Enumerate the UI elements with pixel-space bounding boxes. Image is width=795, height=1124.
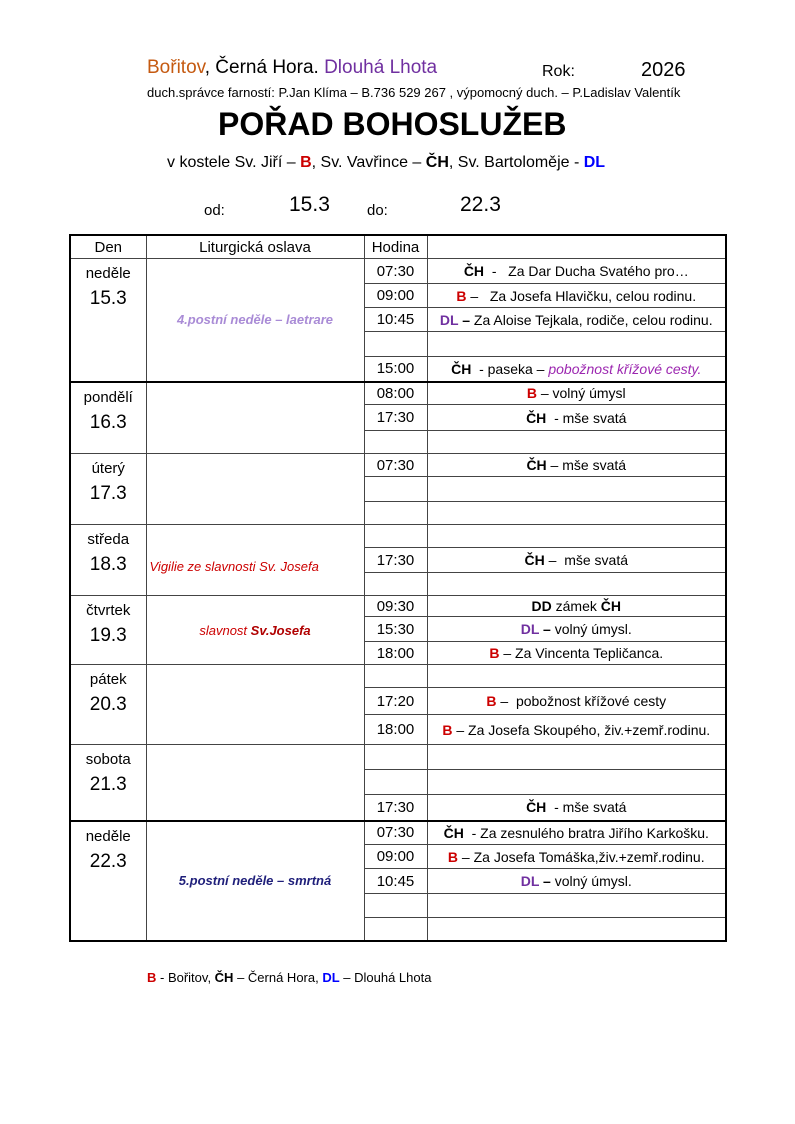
intention-text: zámek (551, 598, 601, 614)
day-date: 16.3 (89, 411, 127, 433)
time-cell: 17:30 (364, 548, 427, 573)
intention-text: volný úmysl. (550, 873, 632, 889)
legend (147, 970, 431, 985)
legend-text: – Dlouhá Lhota (339, 970, 432, 985)
day-cell (70, 454, 146, 525)
time-cell: 17:30 (364, 795, 427, 821)
to-label: do: (367, 202, 388, 219)
intention-text: – pobožnost křížové cesty (496, 693, 667, 709)
intention-text: – Za Josefa Tomáška,živ.+zemř.rodinu. (458, 848, 705, 865)
intention-text: - mše svatá (546, 409, 627, 426)
time-cell: 10:45 (364, 869, 427, 894)
church-code: ČH (526, 409, 547, 426)
liturgy-text: 5.postní neděle – smrtná (178, 873, 332, 888)
col-header-day: Den (70, 235, 146, 259)
day-date: 21.3 (89, 774, 127, 795)
time-cell: 07:30 (364, 259, 427, 284)
clergy-info: duch.správce farností: P.Jan Klíma – B.736 529 267 , výpomocný duch. – P.Ladislav Valentík (147, 85, 681, 100)
liturgy-cell (146, 821, 364, 941)
schedule-table (69, 234, 727, 942)
day-cell (70, 382, 146, 454)
time-cell (364, 894, 427, 918)
intention-cell (427, 259, 726, 284)
intention-cell (427, 525, 726, 548)
church-code: DD (531, 598, 552, 614)
from-date: 15.3 (289, 193, 330, 216)
intention-cell (427, 357, 726, 382)
day-date: 20.3 (89, 694, 127, 715)
table-header-row (70, 235, 726, 259)
intention-cell (427, 308, 726, 332)
place-cerna-hora: Černá Hora. (215, 57, 319, 78)
day-date: 17.3 (89, 483, 127, 504)
intention-cell (427, 502, 726, 525)
intention-cell (427, 617, 726, 642)
time-cell: 15:30 (364, 617, 427, 642)
day-cell (70, 665, 146, 745)
table-row (70, 525, 726, 548)
church-code: ČH (463, 263, 485, 279)
separator: , (204, 57, 216, 78)
intention-text: – mše svatá (544, 552, 628, 568)
legend-text: – Černá Hora, (233, 970, 323, 985)
time-cell: 17:20 (364, 688, 427, 715)
day-cell (70, 596, 146, 665)
intention-text: – volný úmysl (536, 385, 626, 402)
table-row (70, 665, 726, 688)
day-name: pondělí (83, 388, 133, 406)
liturgy-cell (146, 745, 364, 821)
church-code: ČH (451, 360, 472, 377)
intention-text: - Za zesnulého bratra Jiřího Karkošku. (463, 824, 709, 841)
time-cell (364, 332, 427, 357)
day-date: 19.3 (89, 625, 127, 646)
intention-text: - paseka – (471, 360, 549, 377)
church-code: DL (520, 873, 540, 889)
liturgy-text: Sv.Josefa (250, 622, 311, 638)
intention-cell (427, 332, 726, 357)
day-cell (70, 259, 146, 382)
day-cell (70, 745, 146, 821)
time-cell (364, 502, 427, 525)
time-cell (364, 477, 427, 502)
place-dlouha-lhota: Dlouhá Lhota (324, 57, 438, 78)
intention-cell (427, 770, 726, 795)
church-code: B (456, 287, 467, 304)
time-cell: 07:30 (364, 821, 427, 845)
day-name: pátek (89, 671, 127, 688)
liturgy-cell (146, 259, 364, 382)
intention-cell (427, 688, 726, 715)
church-code: B (442, 721, 453, 738)
to-date: 22.3 (460, 193, 501, 216)
intention-extra: pobožnost křížové cesty. (548, 360, 702, 377)
time-cell: 07:30 (364, 454, 427, 477)
time-cell (364, 918, 427, 941)
table-row (70, 259, 726, 284)
legend-code-dl: DL (322, 970, 340, 985)
table-row (70, 821, 726, 845)
time-cell (364, 745, 427, 770)
intention-cell (427, 642, 726, 665)
time-cell: 15:00 (364, 357, 427, 382)
day-date: 22.3 (89, 850, 127, 872)
day-name: neděle (85, 265, 131, 282)
church-code: B (526, 385, 537, 402)
intention-cell (427, 284, 726, 308)
time-cell: 09:00 (364, 284, 427, 308)
time-cell (364, 525, 427, 548)
intention-cell (427, 454, 726, 477)
intention-cell (427, 821, 726, 845)
day-name: středa (87, 531, 130, 548)
intention-cell (427, 596, 726, 617)
from-label: od: (204, 202, 225, 219)
intention-text: - Za Dar Ducha Svatého pro… (484, 263, 689, 279)
page-title: POŘAD BOHOSLUŽEB (218, 106, 567, 142)
liturgy-cell (146, 596, 364, 665)
intention-cell (427, 431, 726, 454)
separator: – (539, 621, 551, 637)
intention-cell (427, 548, 726, 573)
col-header-liturgy: Liturgická oslava (146, 235, 364, 259)
intention-cell (427, 665, 726, 688)
legend-code-b: B (147, 970, 157, 985)
church-code: ČH (443, 824, 464, 841)
year-value: 2026 (641, 59, 686, 81)
col-header-intention (427, 235, 726, 259)
code-ch: ČH (425, 154, 449, 171)
liturgy-text: Vigilie ze slavnosti Sv. Josefa (149, 558, 319, 574)
liturgy-text: slavnost (199, 622, 251, 638)
day-cell (70, 821, 146, 941)
table-row (70, 382, 726, 405)
day-name: sobota (85, 751, 131, 768)
time-cell: 18:00 (364, 642, 427, 665)
intention-cell (427, 573, 726, 596)
intention-text: – Za Vincenta Tepličanca. (499, 645, 664, 661)
churches-text: , Sv. Bartoloměje - (448, 154, 584, 171)
church-code: ČH (600, 598, 621, 614)
church-code: B (447, 848, 459, 865)
legend-text: - Bořitov, (156, 970, 215, 985)
year-label: Rok: (542, 63, 575, 80)
intention-text: – Za Josefa Skoupého, živ.+zemř.rodinu. (452, 721, 711, 738)
day-cell (70, 525, 146, 596)
time-cell: 09:30 (364, 596, 427, 617)
time-cell: 09:00 (364, 845, 427, 869)
intention-cell (427, 405, 726, 431)
day-name: neděle (85, 827, 131, 845)
church-code: B (489, 645, 500, 661)
church-code: ČH (526, 457, 547, 473)
liturgy-cell (146, 454, 364, 525)
separator: – (539, 873, 551, 889)
time-cell: 08:00 (364, 382, 427, 405)
separator: – (458, 311, 471, 328)
liturgy-cell (146, 665, 364, 745)
liturgy-cell (146, 525, 364, 596)
time-cell (364, 665, 427, 688)
intention-text: Za Aloise Tejkala, rodiče, celou rodinu. (470, 311, 713, 328)
parish-places (147, 57, 437, 79)
table-row (70, 454, 726, 477)
day-name: čtvrtek (86, 602, 131, 619)
place-boritov: Bořitov (147, 57, 205, 78)
church-code: DL (520, 621, 540, 637)
col-header-time: Hodina (364, 235, 427, 259)
code-b: B (300, 154, 312, 171)
table-row (70, 745, 726, 770)
time-cell (364, 431, 427, 454)
day-date: 15.3 (89, 288, 127, 309)
intention-cell (427, 845, 726, 869)
intention-cell (427, 795, 726, 821)
churches-text: , Sv. Vavřince – (311, 154, 426, 171)
liturgy-cell (146, 382, 364, 454)
church-code: B (486, 693, 497, 709)
intention-cell (427, 715, 726, 745)
intention-cell (427, 869, 726, 894)
church-code: ČH (524, 552, 545, 568)
intention-cell (427, 918, 726, 941)
churches-line (167, 154, 605, 172)
intention-cell (427, 894, 726, 918)
day-date: 18.3 (89, 554, 127, 575)
legend-code-ch: ČH (214, 970, 234, 985)
intention-text: - mše svatá (546, 799, 627, 816)
intention-text: – Za Josefa Hlavičku, celou rodinu. (466, 287, 697, 304)
time-cell (364, 770, 427, 795)
intention-cell (427, 382, 726, 405)
time-cell: 10:45 (364, 308, 427, 332)
church-code: ČH (526, 799, 547, 816)
day-name: úterý (91, 460, 125, 477)
intention-cell (427, 477, 726, 502)
code-dl: DL (583, 154, 606, 171)
liturgy-text: 4.postní neděle – laetrare (176, 312, 334, 328)
churches-text: v kostele Sv. Jiří – (167, 154, 301, 171)
intention-cell (427, 745, 726, 770)
church-code: DL (439, 311, 459, 328)
time-cell: 18:00 (364, 715, 427, 745)
intention-text: – mše svatá (546, 457, 627, 473)
time-cell (364, 573, 427, 596)
table-row (70, 596, 726, 617)
time-cell: 17:30 (364, 405, 427, 431)
intention-text: volný úmysl. (550, 621, 632, 637)
